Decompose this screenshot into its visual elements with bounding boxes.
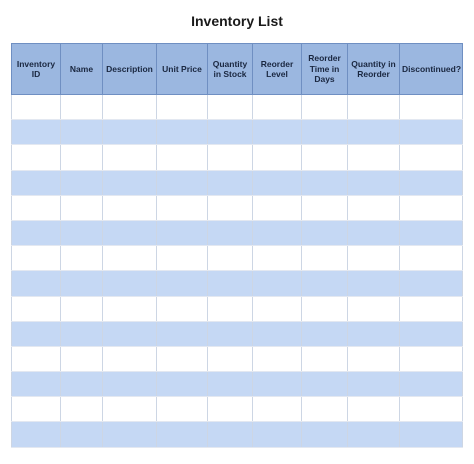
table-cell[interactable] xyxy=(61,397,103,422)
table-cell[interactable] xyxy=(253,296,302,321)
table-cell[interactable] xyxy=(253,195,302,220)
table-cell[interactable] xyxy=(208,220,253,245)
header-row xyxy=(12,44,463,95)
table-cell[interactable] xyxy=(61,120,103,145)
table-cell[interactable] xyxy=(12,397,61,422)
table-cell[interactable] xyxy=(302,346,348,371)
table-cell[interactable] xyxy=(253,397,302,422)
table-row xyxy=(12,220,463,245)
table-cell[interactable] xyxy=(253,346,302,371)
table-row xyxy=(12,321,463,346)
table-cell[interactable] xyxy=(400,220,463,245)
table-cell[interactable] xyxy=(61,321,103,346)
table-cell[interactable] xyxy=(12,120,61,145)
table-row xyxy=(12,145,463,170)
table-cell[interactable] xyxy=(61,195,103,220)
table-cell[interactable] xyxy=(348,296,400,321)
table-cell[interactable] xyxy=(157,422,208,447)
table-cell[interactable] xyxy=(103,220,157,245)
table-cell[interactable] xyxy=(253,120,302,145)
table-row xyxy=(12,397,463,422)
table-row xyxy=(12,246,463,271)
table-cell[interactable] xyxy=(208,321,253,346)
table-row xyxy=(12,120,463,145)
table-cell[interactable] xyxy=(12,95,61,120)
table-cell[interactable] xyxy=(157,95,208,120)
table-cell[interactable] xyxy=(208,170,253,195)
table-cell[interactable] xyxy=(12,296,61,321)
table-cell[interactable] xyxy=(12,271,61,296)
table-cell[interactable] xyxy=(103,246,157,271)
table-body xyxy=(12,95,463,448)
table-cell[interactable] xyxy=(400,195,463,220)
table-cell[interactable] xyxy=(157,145,208,170)
column-header-reorder-level: Reorder Level xyxy=(253,44,302,95)
column-header-description: Description xyxy=(103,44,157,95)
table-cell[interactable] xyxy=(400,120,463,145)
column-header-reorder-time: Reorder Time in Days xyxy=(302,44,348,95)
table-cell[interactable] xyxy=(348,170,400,195)
table-cell[interactable] xyxy=(61,220,103,245)
table-cell[interactable] xyxy=(208,120,253,145)
table-cell[interactable] xyxy=(400,321,463,346)
table-cell[interactable] xyxy=(348,195,400,220)
table-cell[interactable] xyxy=(208,246,253,271)
table-cell[interactable] xyxy=(103,296,157,321)
table-cell[interactable] xyxy=(348,397,400,422)
table-cell[interactable] xyxy=(157,346,208,371)
table-cell[interactable] xyxy=(12,145,61,170)
column-header-inventory-id: Inventory ID xyxy=(12,44,61,95)
table-cell[interactable] xyxy=(157,271,208,296)
table-cell[interactable] xyxy=(400,296,463,321)
table-row xyxy=(12,195,463,220)
table-cell[interactable] xyxy=(208,372,253,397)
table-cell[interactable] xyxy=(103,145,157,170)
table-row xyxy=(12,296,463,321)
table-cell[interactable] xyxy=(103,170,157,195)
table-cell[interactable] xyxy=(157,246,208,271)
table-cell[interactable] xyxy=(12,422,61,447)
table-cell[interactable] xyxy=(157,120,208,145)
table-cell[interactable] xyxy=(302,120,348,145)
table-cell[interactable] xyxy=(400,422,463,447)
table-cell[interactable] xyxy=(302,271,348,296)
table-cell[interactable] xyxy=(103,346,157,371)
table-row xyxy=(12,422,463,447)
column-header-quantity-in-reorder: Quantity in Reorder xyxy=(348,44,400,95)
table-cell[interactable] xyxy=(61,296,103,321)
table-cell[interactable] xyxy=(400,372,463,397)
table-cell[interactable] xyxy=(348,120,400,145)
table-cell[interactable] xyxy=(208,346,253,371)
table-cell[interactable] xyxy=(103,195,157,220)
table-row xyxy=(12,346,463,371)
table-cell[interactable] xyxy=(61,346,103,371)
table-cell[interactable] xyxy=(12,372,61,397)
table-cell[interactable] xyxy=(61,145,103,170)
table-cell[interactable] xyxy=(348,145,400,170)
column-header-name: Name xyxy=(61,44,103,95)
table-cell[interactable] xyxy=(253,422,302,447)
table-row xyxy=(12,372,463,397)
table-cell[interactable] xyxy=(400,397,463,422)
table-cell[interactable] xyxy=(302,246,348,271)
table-row xyxy=(12,170,463,195)
table-cell[interactable] xyxy=(208,145,253,170)
table-cell[interactable] xyxy=(61,422,103,447)
table-cell[interactable] xyxy=(12,195,61,220)
table-cell[interactable] xyxy=(208,422,253,447)
table-cell[interactable] xyxy=(61,271,103,296)
table-cell[interactable] xyxy=(253,246,302,271)
table-cell[interactable] xyxy=(103,120,157,145)
table-cell[interactable] xyxy=(400,346,463,371)
table-cell[interactable] xyxy=(157,170,208,195)
table-cell[interactable] xyxy=(208,95,253,120)
table-cell[interactable] xyxy=(61,246,103,271)
table-cell[interactable] xyxy=(253,145,302,170)
table-cell[interactable] xyxy=(157,195,208,220)
table-cell[interactable] xyxy=(61,372,103,397)
column-header-quantity-in-stock: Quantity in Stock xyxy=(208,44,253,95)
table-cell[interactable] xyxy=(348,246,400,271)
table-cell[interactable] xyxy=(400,145,463,170)
table-cell[interactable] xyxy=(103,372,157,397)
table-cell[interactable] xyxy=(348,321,400,346)
table-cell[interactable] xyxy=(12,346,61,371)
table-cell[interactable] xyxy=(103,422,157,447)
table-cell[interactable] xyxy=(302,296,348,321)
table-cell[interactable] xyxy=(302,95,348,120)
table-cell[interactable] xyxy=(348,220,400,245)
column-header-unit-price: Unit Price xyxy=(157,44,208,95)
table-cell[interactable] xyxy=(103,95,157,120)
table-cell[interactable] xyxy=(253,170,302,195)
table-cell[interactable] xyxy=(253,372,302,397)
table-cell[interactable] xyxy=(103,321,157,346)
table-cell[interactable] xyxy=(302,145,348,170)
table-cell[interactable] xyxy=(302,372,348,397)
table-cell[interactable] xyxy=(12,170,61,195)
inventory-table xyxy=(11,43,463,448)
table-cell[interactable] xyxy=(253,220,302,245)
table-row xyxy=(12,271,463,296)
table-cell[interactable] xyxy=(302,321,348,346)
table-cell[interactable] xyxy=(348,95,400,120)
table-cell[interactable] xyxy=(157,372,208,397)
page-title: Inventory List xyxy=(191,13,283,29)
table-cell[interactable] xyxy=(302,170,348,195)
table-cell[interactable] xyxy=(208,296,253,321)
table-cell[interactable] xyxy=(103,271,157,296)
table-cell[interactable] xyxy=(302,195,348,220)
table-cell[interactable] xyxy=(61,170,103,195)
table-cell[interactable] xyxy=(302,220,348,245)
table-cell[interactable] xyxy=(253,271,302,296)
table-cell[interactable] xyxy=(12,246,61,271)
table-cell[interactable] xyxy=(348,346,400,371)
table-cell[interactable] xyxy=(12,321,61,346)
table-cell[interactable] xyxy=(12,220,61,245)
table-cell[interactable] xyxy=(348,422,400,447)
table-cell[interactable] xyxy=(157,397,208,422)
table-cell[interactable] xyxy=(348,372,400,397)
table-cell[interactable] xyxy=(157,220,208,245)
table-cell[interactable] xyxy=(400,95,463,120)
table-cell[interactable] xyxy=(253,321,302,346)
table-cell[interactable] xyxy=(348,271,400,296)
table-row xyxy=(12,95,463,120)
table-cell[interactable] xyxy=(302,422,348,447)
table-cell[interactable] xyxy=(400,271,463,296)
table-cell[interactable] xyxy=(302,397,348,422)
table-cell[interactable] xyxy=(61,95,103,120)
table-cell[interactable] xyxy=(400,170,463,195)
column-header-discontinued: Discontinued? xyxy=(400,44,463,95)
table-cell[interactable] xyxy=(208,397,253,422)
table-cell[interactable] xyxy=(208,195,253,220)
table-cell[interactable] xyxy=(253,95,302,120)
table-cell[interactable] xyxy=(103,397,157,422)
table-cell[interactable] xyxy=(400,246,463,271)
table-cell[interactable] xyxy=(157,321,208,346)
table-cell[interactable] xyxy=(208,271,253,296)
table-cell[interactable] xyxy=(157,296,208,321)
